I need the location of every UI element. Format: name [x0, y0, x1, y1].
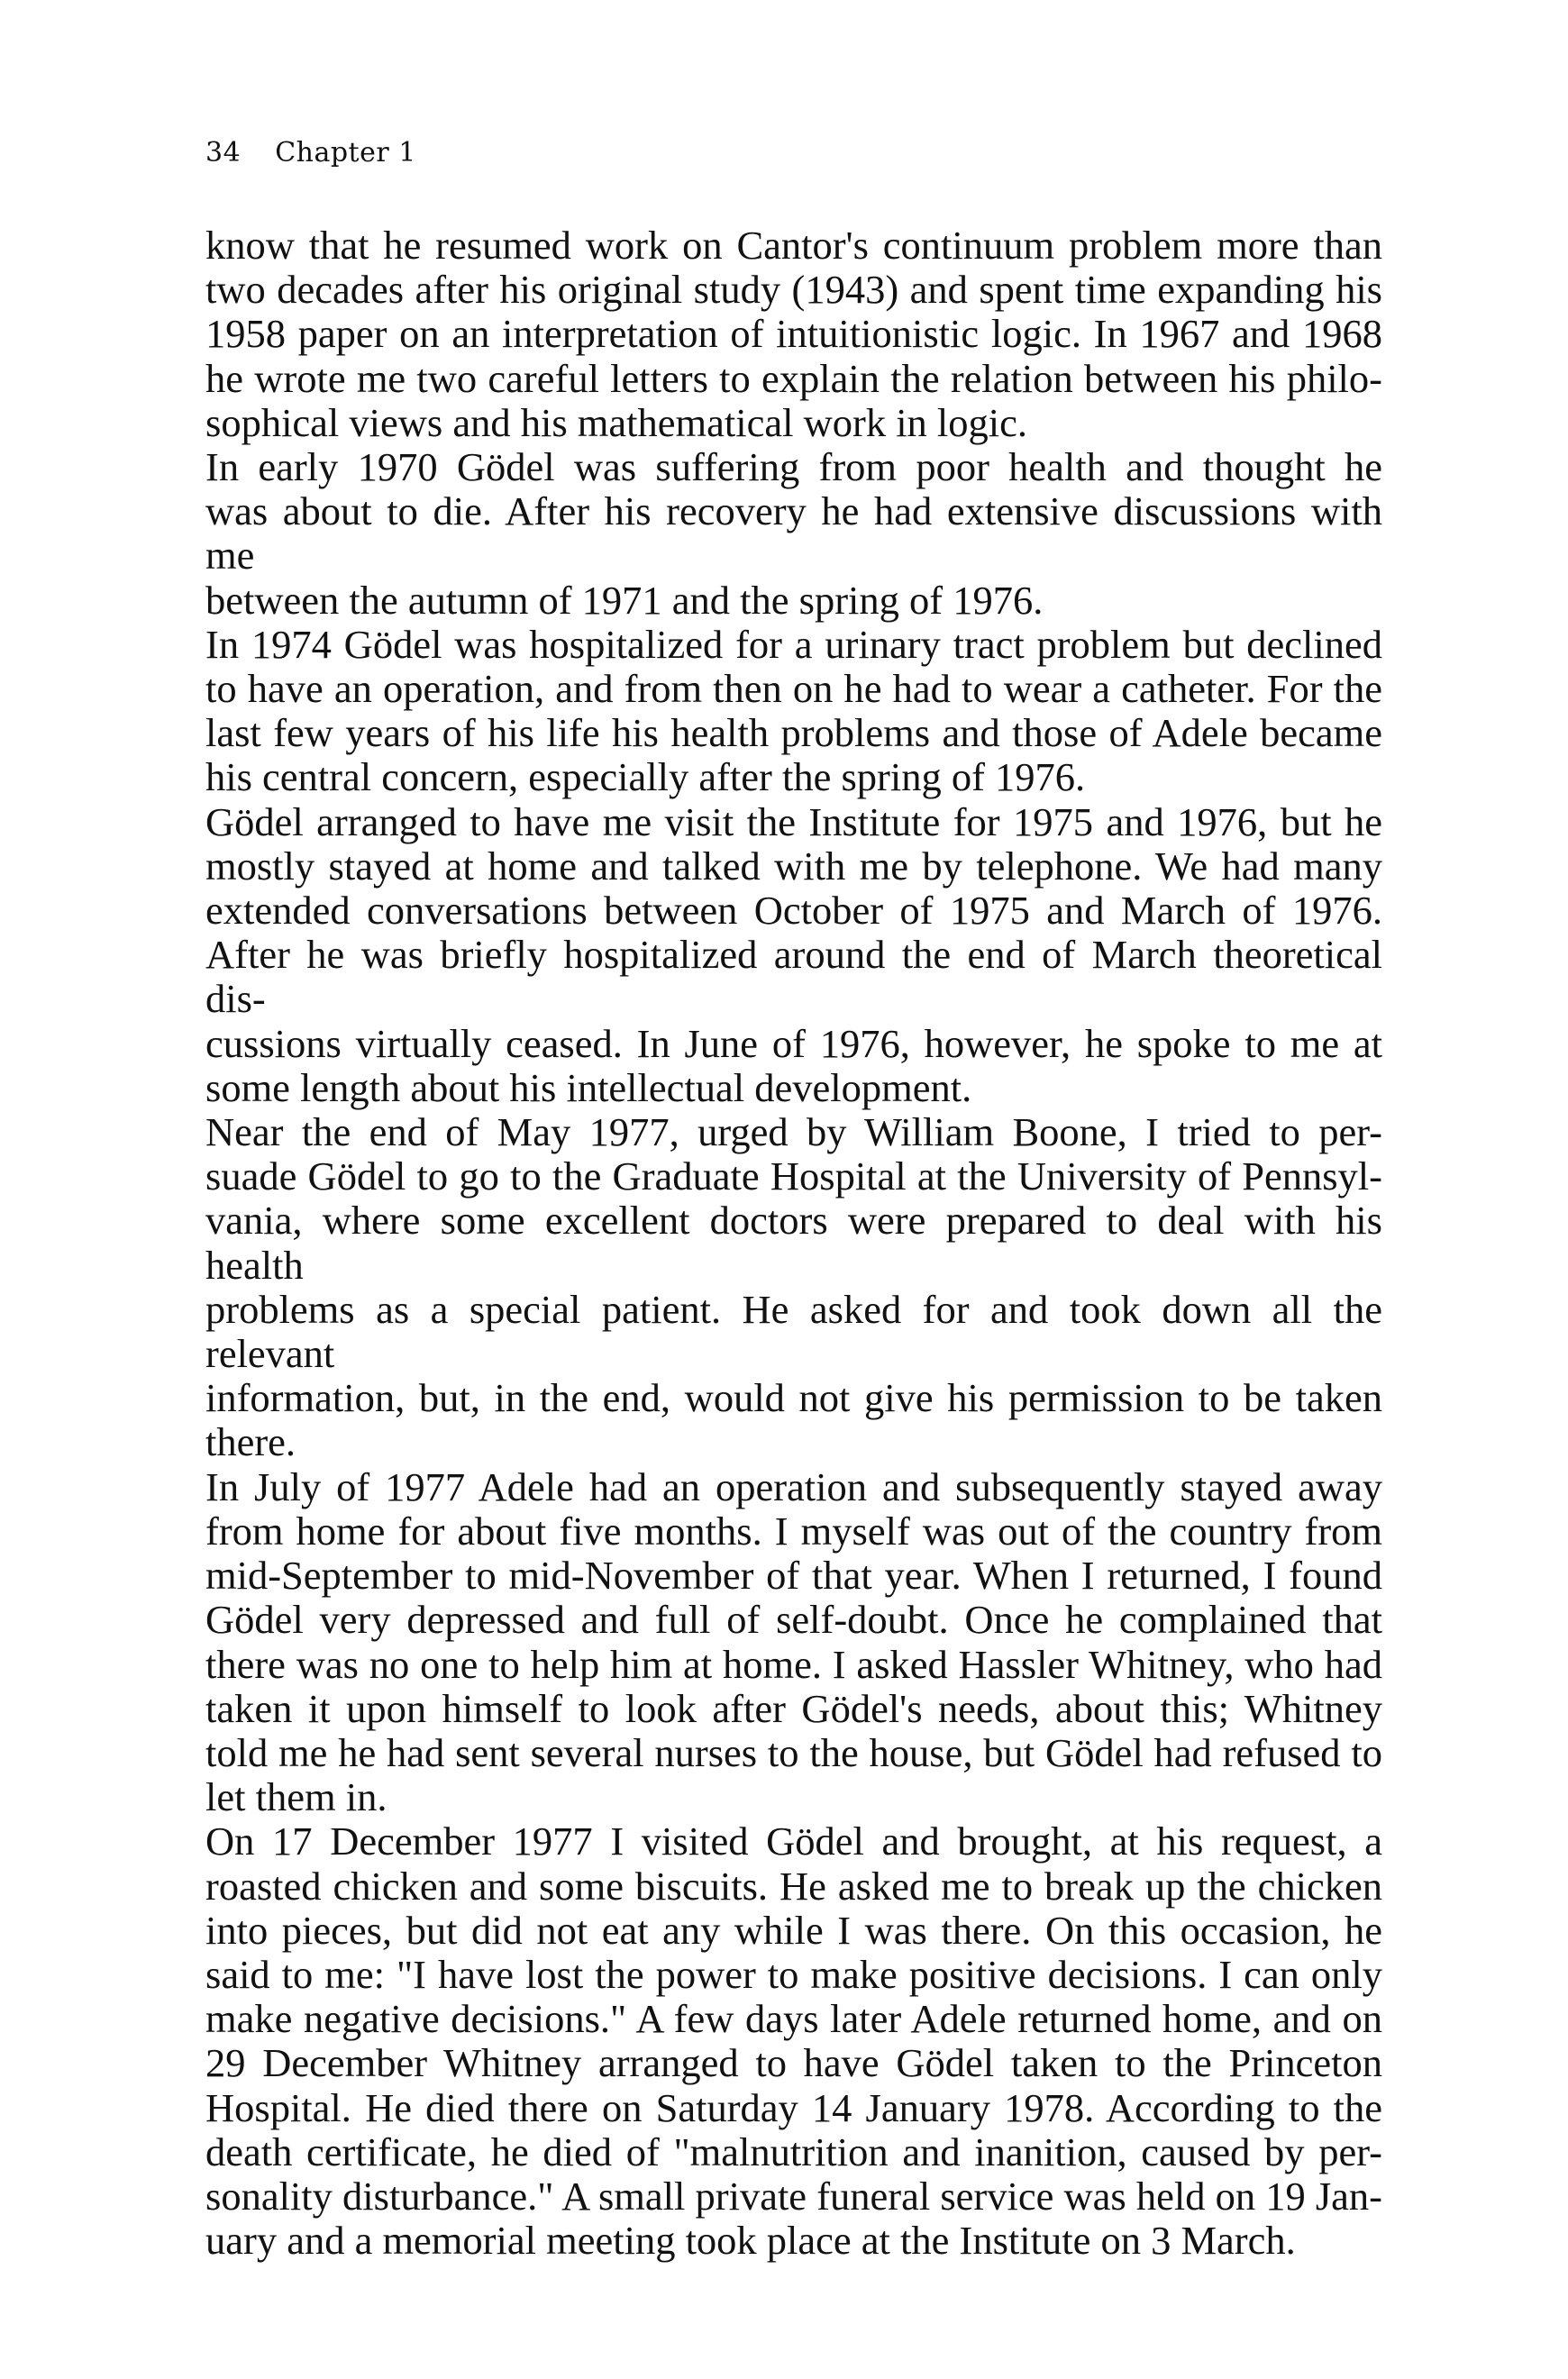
text-line: Gödel very depressed and full of self-doubt. Once he complained that [205, 1597, 1382, 1643]
text-line: 1958 paper on an interpretation of intuitionistic logic. In 1967 and 1968 [205, 311, 1382, 357]
text-line: let them in. [205, 1774, 387, 1820]
text-line: sonality disturbance." A small private funeral service was held on 19 Jan- [205, 2173, 1382, 2219]
text-line: some length about his intellectual development. [205, 1064, 972, 1110]
text-line: In 1974 Gödel was hospitalized for a urinary tract problem but declined [205, 621, 1382, 667]
text-line: Near the end of May 1977, urged by William Boone, I tried to per- [205, 1109, 1382, 1155]
paragraph [205, 623, 1382, 800]
text-line: death certificate, he died of "malnutrition and inanition, caused by per- [205, 2128, 1382, 2174]
text-line: his central concern, especially after the spring of 1976. [205, 754, 1086, 800]
paragraph [205, 1819, 1382, 2263]
text-line: there was no one to help him at home. I asked Hassler Whitney, who had [205, 1641, 1382, 1687]
paragraph [205, 800, 1382, 1110]
text-line: from home for about five months. I myself was out of the country from [205, 1508, 1382, 1554]
text-line: suade Gödel to go to the Graduate Hospital at the University of Pennsyl- [205, 1153, 1382, 1199]
paragraph [205, 1465, 1382, 1820]
page-number: 34 [205, 137, 242, 169]
text-line: there. [205, 1419, 296, 1465]
text-line: information, but, in the end, would not give his permission to be taken [205, 1375, 1382, 1421]
text-line: In early 1970 Gödel was suffering from poor health and thought he [205, 444, 1382, 490]
text-line: roasted chicken and some biscuits. He asked me to break up the chicken [205, 1863, 1382, 1909]
text-line: last few years of his life his health problems and those of Adele became [205, 710, 1382, 756]
text-line: to have an operation, and from then on he had to wear a catheter. For the [205, 666, 1382, 712]
text-line: between the autumn of 1971 and the spring of 1976. [205, 577, 1044, 623]
text-line: taken it upon himself to look after Gödel's needs, about this; Whitney [205, 1685, 1382, 1731]
text-line: into pieces, but did not eat any while I was there. On this occasion, he [205, 1907, 1382, 1953]
text-line: problems as a special patient. He asked for and took down all the relevant [205, 1286, 1382, 1377]
page-body-text [205, 223, 1382, 2263]
text-line: mostly stayed at home and talked with me by telephone. We had many [205, 843, 1382, 889]
paragraph [205, 1110, 1382, 1465]
text-line: After he was briefly hospitalized around the end of March theoretical dis- [205, 932, 1382, 1022]
text-line: extended conversations between October of 1975 and March of 1976. [205, 888, 1382, 934]
text-line: In July of 1977 Adele had an operation and subsequently stayed away [205, 1463, 1382, 1509]
text-line: mid-September to mid-November of that year. When I returned, I found [205, 1553, 1382, 1599]
text-line: On 17 December 1977 I visited Gödel and brought, at his request, a [205, 1818, 1382, 1864]
text-line: sophical views and his mathematical work in logic. [205, 399, 1028, 445]
text-line: Hospital. He died there on Saturday 14 January 1978. According to the [205, 2084, 1382, 2130]
paragraph [205, 223, 1382, 445]
text-line: 29 December Whitney arranged to have Gödel taken to the Princeton [205, 2040, 1382, 2086]
text-line: he wrote me two careful letters to explain the relation between his philo- [205, 355, 1382, 401]
text-line: cussions virtually ceased. In June of 1976, however, he spoke to me at [205, 1020, 1382, 1066]
text-line: said to me: "I have lost the power to make positive decisions. I can only [205, 1951, 1382, 1997]
chapter-title: Chapter 1 [275, 137, 416, 169]
text-line: told me he had sent several nurses to the house, but Gödel had refused to [205, 1729, 1382, 1775]
text-line: vania, where some excellent doctors were prepared to deal with his health [205, 1198, 1382, 1288]
text-line: two decades after his original study (1943) and spent time expanding his [205, 267, 1382, 313]
text-line: make negative decisions." A few days later Adele returned home, and on [205, 1996, 1382, 2042]
text-line: was about to die. After his recovery he had extensive discussions with me [205, 488, 1382, 579]
text-line: uary and a memorial meeting took place at the Institute on 3 March. [205, 2218, 1296, 2264]
text-line: know that he resumed work on Cantor's continuum problem more than [205, 223, 1382, 268]
paragraph [205, 445, 1382, 623]
text-line: Gödel arranged to have me visit the Institute for 1975 and 1976, but he [205, 798, 1382, 844]
running-header [205, 137, 416, 169]
